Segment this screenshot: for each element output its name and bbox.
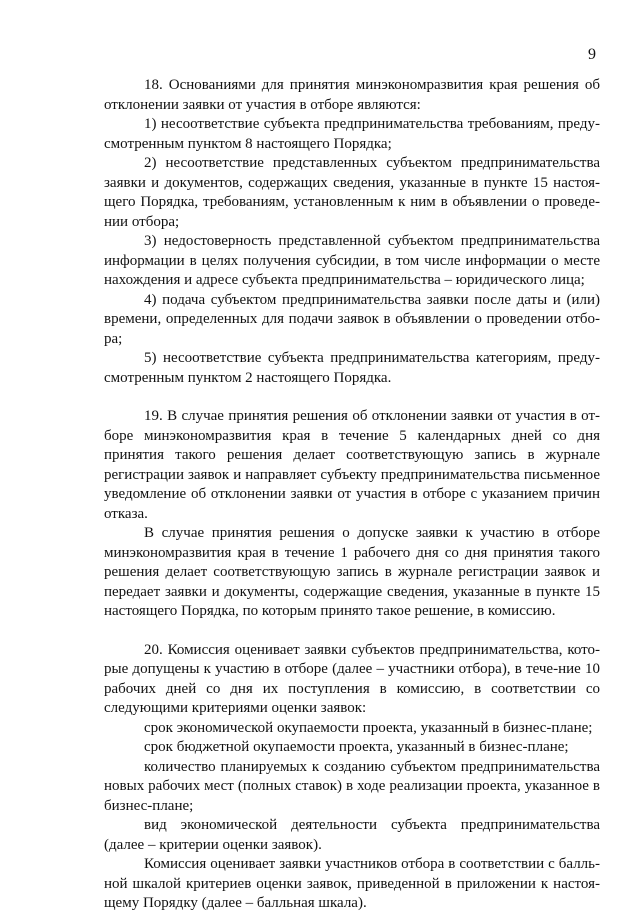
page-number: 9 <box>588 46 596 63</box>
list-item: срок бюджетной окупаемости проекта, указанный в бизнес-плане; <box>144 739 569 755</box>
section-gap <box>104 388 600 407</box>
list-item: 2) несоответствие представленных субъектом предпринимательства заявки и документов, содержащих сведения, указанные в пункте 15 настоя-щего Порядка, требованиям, установленным к ним в объявлении о проведе-нии отбора; <box>104 155 600 230</box>
list-item: количество планируемых к созданию субъектом предпринимательства новых рабочих мест (полных ставок) в ходе реализации проекта, указанное в бизнес-плане; <box>104 758 600 814</box>
paragraph: 18. Основаниями для принятия минэкономразвития края решения об отклонении заявки от участия в отборе являются: <box>104 77 600 113</box>
list-item: срок экономической окупаемости проекта, указанный в бизнес-плане; <box>144 719 593 736</box>
section-20 <box>104 641 600 914</box>
paragraph: В случае принятия решения о допуске заявки к участию в отборе минэкономразвития края в течение 1 рабочего дня со дня принятия такого решения делает соответствующую запись в журнале регистрации заявок и передает заявки и документы, содержащие сведения, указанные в пункте 15 настоящего Порядка, по которым принято такое решение, в комиссию. <box>104 525 600 619</box>
section-19 <box>104 407 600 622</box>
list-item: 1) несоответствие субъекта предпринимательства требованиям, преду-смотренным пунктом 8 настоящего Порядка; <box>104 116 600 152</box>
paragraph: Комиссия оценивает заявки участников отбора в соответствии с балль-ной шкалой критериев оценки заявок, приведенной в приложении к настоя-щему Порядку (далее – балльная шкала). <box>104 856 600 911</box>
document-body <box>104 76 600 914</box>
list-item: 3) недостоверность представленной субъектом предпринимательства информации в целях получения субсидии, в том числе информации о месте нахождения и адресе субъекта предпринимательства – юридического лица; <box>104 233 600 288</box>
list-item: 4) подача субъектом предпринимательства заявки после даты и (или) времени, определенных для подачи заявок в объявлении о проведении отбо-ра; <box>104 291 600 347</box>
section-18 <box>104 76 600 388</box>
paragraph: 20. Комиссия оценивает заявки субъектов предпринимательства, кото-рые допущены к участию в отборе (далее – участники отбора), в тече-ние 10 рабочих дней со дня их поступления в комиссию, в соответствии со следующими критериями оценки заявок: <box>104 641 600 716</box>
list-item: 5) несоответствие субъекта предпринимательства категориям, преду-смотренным пунктом 2 настоящего Порядка. <box>104 350 600 386</box>
paragraph: 19. В случае принятия решения об отклонении заявки от участия в от-боре минэкономразвития края в течение 5 календарных дней со дня принятия такого решения делает соответствующую запись в журнале регистрации заявок и направляет субъекту предпринимательства письменное уведомление об отклонении заявки от участия в отборе с указанием причин отказа. <box>104 408 600 522</box>
section-gap <box>104 622 600 641</box>
list-item: вид экономической деятельности субъекта предпринимательства (далее – критерии оценки заявок). <box>104 817 600 853</box>
